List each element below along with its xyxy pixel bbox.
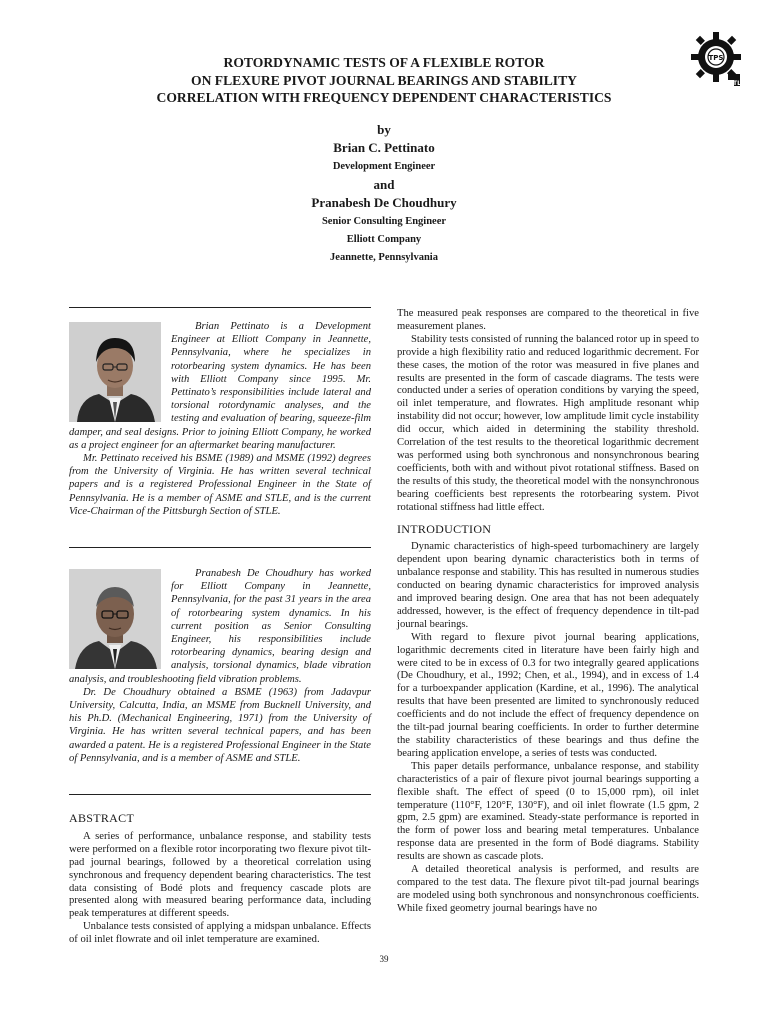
introduction-paragraph-2: With regard to flexure pivot journal bearing applications, logarithmic decrements cited in literature have been fairly high and were cited to be in excess of 0.3 for two integrally geared applications (De Choudhury, et al., 1992; Chen, et al., 1994), and in excess of 1.4 for a turboexpander application (Kardine, et al., 1996). The analytical results that have been presented are limited to synchronously reduced coefficients and do not include the effect of frequency dependence on the tilt-pad journal bearing coefficients. In order to further determine the stability characteristics of these bearings and thus define the bearing application envelope, a series of tests was conducted. (397, 631, 699, 759)
author1-bio-paragraph-1: Brian Pettinato is a Development Engineer at Elliott Company in Jeannette, Pennsylvania, where he specializes in rotorbearing system dynamics. He has been with Elliott Company since 1995. Mr. Pettinato’s responsibilities include lateral and torsional rotordynamic analyses, and the testing and evaluation of bearing, squeeze-film damper, and seal designs. Prior to joining Elliott Company, he worked as a project engineer for an aftermarket bearing manufacturer. (69, 321, 371, 451)
bio-bottom-rule (69, 794, 371, 795)
author2-bio-paragraph-1: Pranabesh De Choudhury has worked for Elliott Company in Jeannette, Pennsylvania, for the past 31 years in the area of rotorbearing system dynamics. In his current position as Senior Consulting Engineer, his responsibilities include rotorbearing dynamics, bearing design and analysis, torsional dynamics, blade vibration analysis, and troubleshooting field vibration problems. (69, 568, 371, 685)
author1-bio (69, 320, 371, 518)
byline-and: and (373, 177, 395, 192)
company-location: Jeannette, Pennsylvania (330, 252, 438, 263)
author1-bio-paragraph-2: Mr. Pettinato received his BSME (1989) and MSME (1992) degrees from the University of Virginia. He has written several technical papers and is a registered Professional Engineer in the State of Pennsylvania. He is a member of ASME and STLE, and is the current Vice-Chairman of the Pittsburgh Section of STLE. (69, 453, 371, 517)
company-name: Elliott Company (346, 234, 422, 245)
author2-bio-paragraph-2: Dr. De Choudhury obtained a BSME (1963) from Jadavpur University, Calcutta, India, an MSME from Bucknell University, and his Ph.D. (Mechanical Engineering, 1971) from the University of Virginia. He has written several technical papers, and has been awarded a patent. He is a registered Professional Engineer in the State of Pennsylvania, and is a member of ASME and STLE. (69, 686, 371, 764)
svg-text:TPS: TPS (708, 54, 724, 62)
abstract-section (69, 806, 371, 947)
introduction-paragraph-4: A detailed theoretical analysis is performed, and results are compared to the test data. The flexure pivot tilt-pad journal bearings are modeled using both synchronous and nonsynchronous coefficients. While fixed geometry journal bearings have no (397, 864, 699, 914)
page-number: 39 (379, 954, 389, 964)
title-line-3: CORRELATION WITH FREQUENCY DEPENDENT CHARACTERISTICS (156, 90, 612, 105)
abstract-heading: ABSTRACT (69, 811, 135, 825)
paper-title (0, 54, 768, 107)
abstract-paragraph-3: The measured peak responses are compared to the theoretical in five measurement planes. (397, 308, 699, 332)
svg-text:TL: TL (733, 80, 741, 87)
abstract-paragraph-4: Stability tests consisted of running the balanced rotor up in speed to provide a high flexibility ratio and reduced logarithmic decrement. For these cases, the motion of the rotor was measured in five planes and results are presented in the form of cascade diagrams. The tests were conducted under a series of operation conditions by varying the speed, oil inlet temperature, and flowrates. High amplitude resonant whip instability did not occur; however, low amplitude limit cycle instability did occur, which aided in determining the stability threshold. Correlation of the test results to the theoretical logarithmic decrement was performed using both synchronous and nonsynchronous bearing coefficients, both with and without pivot rotational stiffness. Based on the results of this study, the theoretical model with the nonsynchronous bearing coefficients best represents the rotorbearing system. Pivot rotational stiffness had little effect. (397, 333, 699, 513)
right-column (397, 308, 699, 916)
byline-by: by (377, 122, 391, 137)
author1-role: Development Engineer (332, 161, 436, 172)
abstract-paragraph-1: A series of performance, unbalance response, and stability tests were performed on a flexible rotor incorporating two flexure pivot tilt-pad journal bearings, followed by a theoretical correlation using synchronous and frequency dependent bearing characteristics. The test data consisting of Bodé plots and frequency cascade plots are presented along with measured bearing performance data, including peak temperatures at different speeds. (69, 830, 371, 920)
bio-middle-rule (69, 547, 371, 548)
title-line-2: ON FLEXURE PIVOT JOURNAL BEARINGS AND STABILITY (191, 72, 577, 88)
bio-top-rule (69, 307, 371, 308)
abstract-paragraph-2: Unbalance tests consisted of applying a midspan unbalance. Effects of oil inlet flowrate and oil inlet temperature are examined. (69, 921, 371, 946)
author2-role: Senior Consulting Engineer (321, 216, 447, 227)
author1-name: Brian C. Pettinato (333, 140, 435, 155)
introduction-paragraph-1: Dynamic characteristics of high-speed turbomachinery are largely dependent upon bearing dynamic characteristics both in terms of unbalance response and stability. This has resulted in numerous studies conducted on bearing dynamic characteristics for improved analysis and improved bearing design. One area that has not been adequately addressed, however, is the effect of frequency dependence in tilt-pad journal bearings. (397, 541, 699, 630)
author2-photo (69, 569, 161, 669)
title-line-1: ROTORDYNAMIC TESTS OF A FLEXIBLE ROTOR (223, 55, 545, 70)
introduction-paragraph-3: This paper details performance, unbalance response, and stability characteristics of a pair of flexure pivot journal bearings supporting a flexible shaft. The effect of speed (0 to 15,000 rpm), oil inlet temperature (110°F, 120°F, 130°F), and oil inlet flowrate (1.5 gpm, 2 gpm, 2.5 gpm) are examined. Steady-state performance is reported in the form of power loss and bearing metal temperatures. Unbalance response data are presented in the form of Bodé diagrams. Stability results are shown as cascade plots. (397, 760, 699, 863)
introduction-heading: INTRODUCTION (397, 521, 492, 536)
author1-photo (69, 322, 161, 422)
author2-name: Pranabesh De Choudhury (311, 195, 457, 210)
author2-bio (69, 567, 371, 765)
turbomachinery-symposium-logo (690, 30, 748, 90)
